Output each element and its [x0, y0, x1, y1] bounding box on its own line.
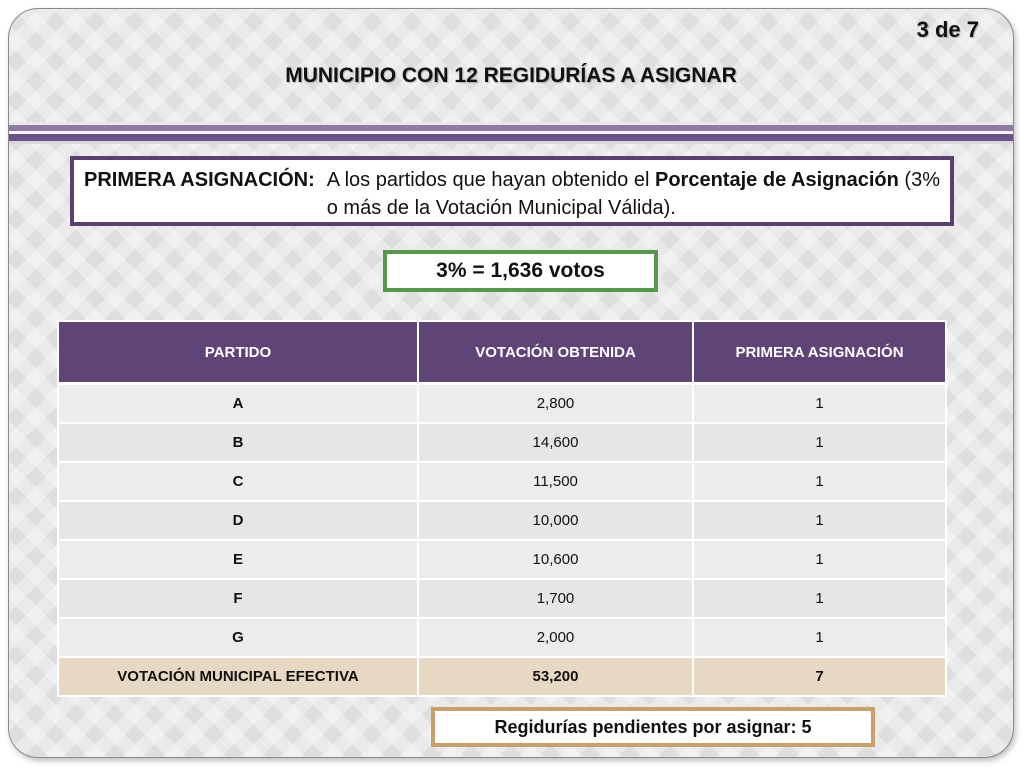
seats-cell: 1: [693, 384, 946, 424]
table-row: [58, 384, 946, 424]
assignment-text-after: (3% o más de la Votación Municipal Válida).: [326, 169, 940, 219]
votes-cell: 2,800: [418, 384, 693, 424]
seats-cell: 1: [693, 618, 946, 657]
total-seats-cell: 7: [693, 657, 946, 696]
assignment-bold-phrase: Porcentaje de Asignación: [655, 169, 899, 191]
votes-cell: 1,700: [418, 579, 693, 618]
total-label-cell: VOTACIÓN MUNICIPAL EFECTIVA: [58, 657, 418, 696]
seats-cell: 1: [693, 423, 946, 462]
party-cell: E: [58, 540, 418, 579]
table-row: [58, 501, 946, 540]
pending-seats-box: Regidurías pendientes por asignar: 5: [431, 707, 875, 747]
votes-cell: 14,600: [418, 423, 693, 462]
table-header-row: [58, 321, 946, 384]
first-assignment-label: PRIMERA ASIGNACIÓN:: [84, 169, 315, 191]
threshold-box: 3% = 1,636 votos: [383, 250, 658, 292]
seats-cell: 1: [693, 462, 946, 501]
party-cell: D: [58, 501, 418, 540]
table-row: [58, 579, 946, 618]
seats-cell: 1: [693, 501, 946, 540]
votes-cell: 11,500: [418, 462, 693, 501]
assignment-text-before: A los partidos que hayan obtenido el: [326, 169, 655, 191]
votes-cell: 2,000: [418, 618, 693, 657]
total-row: [58, 657, 946, 696]
total-votes-cell: 53,200: [418, 657, 693, 696]
votes-cell: 10,600: [418, 540, 693, 579]
header-votes: VOTACIÓN OBTENIDA: [418, 321, 693, 384]
seats-cell: 1: [693, 579, 946, 618]
table-row: [58, 423, 946, 462]
table-row: [58, 618, 946, 657]
results-table: [57, 320, 947, 697]
party-cell: B: [58, 423, 418, 462]
slide: [8, 8, 1014, 758]
page-counter: 3 de 7: [916, 17, 979, 42]
party-cell: A: [58, 384, 418, 424]
table-row: [58, 462, 946, 501]
party-cell: G: [58, 618, 418, 657]
first-assignment-box: [70, 156, 954, 226]
votes-cell: 10,000: [418, 501, 693, 540]
seats-cell: 1: [693, 540, 946, 579]
party-cell: C: [58, 462, 418, 501]
decorative-header-bar: [9, 122, 1013, 144]
first-assignment-text: [326, 166, 940, 219]
party-cell: F: [58, 579, 418, 618]
table-row: [58, 540, 946, 579]
page-title: MUNICIPIO CON 12 REGIDURÍAS A ASIGNAR: [285, 64, 737, 87]
header-party: PARTIDO: [58, 321, 418, 384]
header-first-assignment: PRIMERA ASIGNACIÓN: [693, 321, 946, 384]
